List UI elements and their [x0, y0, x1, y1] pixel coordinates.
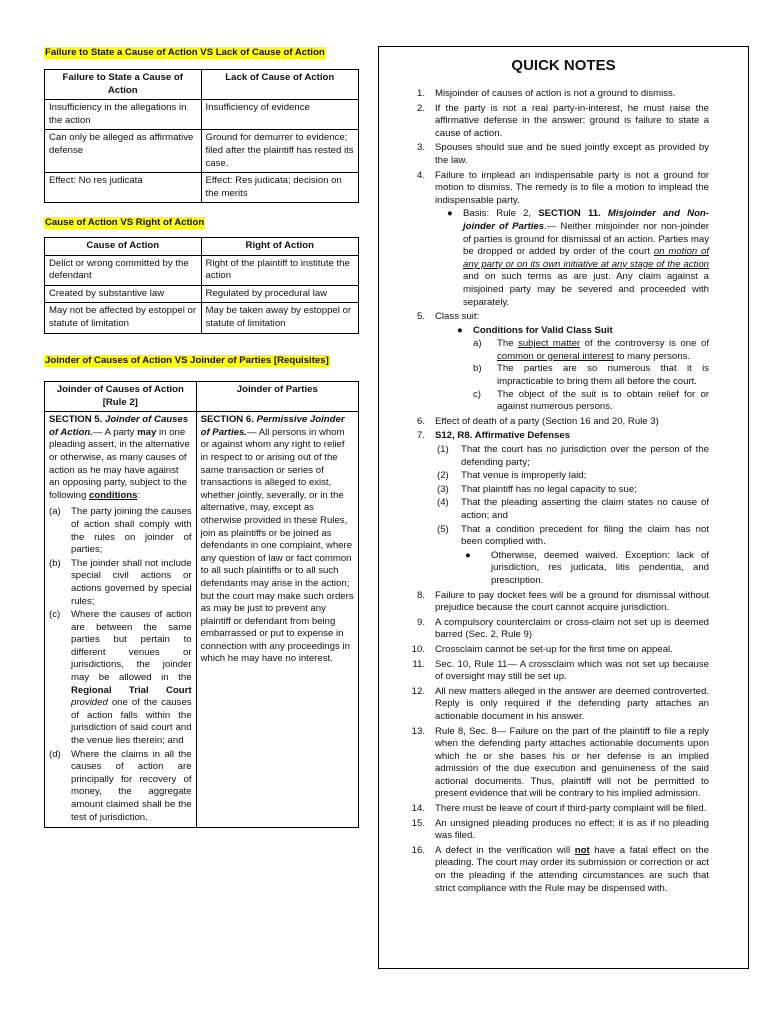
class-suit-conditions	[473, 338, 709, 414]
quick-notes-title: QUICK NOTES	[511, 57, 616, 74]
list-item: (a) The party joining the causes of action shall comply with the rules on joinder of parties;	[49, 506, 192, 556]
list-item: 5. Class suit: ● Conditions for Valid Class Suit a) The subject matter of the controversy is one of common or general interest to many persons. b) The parties are so numerous that it is impracticable to bring them all before the court. c) The object of the suit is to obtain relief for or against numerous persons.	[416, 311, 709, 413]
list-item: a) The subject matter of the controversy is one of common or general interest to many persons.	[473, 338, 709, 362]
table-cell: Effect: No res judicata	[45, 173, 202, 203]
table-cell: May not be affected by estoppel or statute of limitation	[45, 303, 202, 333]
conditions-list	[49, 506, 192, 824]
table-cell: Effect: Res judicata; decision on the merits	[201, 173, 359, 203]
list-item: 15. An unsigned pleading produces no effect; it is as if no pleading was filed.	[411, 817, 709, 842]
table-header-row	[45, 70, 359, 100]
quick-notes-list	[379, 88, 709, 897]
waiver-bullet-list	[465, 550, 709, 588]
table-cell: Insufficiency of evidence	[201, 100, 359, 130]
list-item: 2. If the party is not a real party-in-interest, he must raise the affirmative defense in the answer: ground is failure to state a cause of action.	[416, 102, 709, 139]
basis-bullet-list	[447, 208, 709, 309]
list-item: (2) That venue is improperly laid;	[437, 470, 587, 482]
table-row	[45, 285, 359, 303]
list-item: 13. Rule 8, Sec. 8— Failure on the part of the plaintiff to file a reply when the defending party attaches actionable documents upon which he or she bases his or her defense is an implied admission of the due execution and genuineness of the said actional documents. Thus, plaintiff will not be permitted to present evidence that will be contrary to his implied admission.	[411, 725, 709, 800]
list-item: ● Otherwise, deemed waived. Exception: lack of jurisdiction, res judicata, litis pendentia, and prescription.	[465, 549, 709, 586]
joinder-causes-cell	[45, 412, 197, 828]
list-item: 12. All new matters alleged in the answer are deemed controverted. Reply is only required if the defending party attaches an actionable document in his answer.	[411, 685, 709, 722]
table-row	[45, 303, 359, 333]
table-row	[45, 130, 359, 173]
table-header-row	[45, 382, 359, 412]
table-row	[45, 412, 359, 828]
list-item: (5) That a condition precedent for filing the claim has not been complied with. ● Otherwise, deemed waived. Exception: lack of jurisdiction, res judicata, litis pendentia, and prescription.	[437, 523, 709, 586]
section-5-text: SECTION 5. Joinder of Causes of Action.— A party may in one pleading assert, in the alternative or otherwise, as many causes of action as he may have against an opposing party, subject to the following conditions:	[49, 414, 190, 501]
table-failure-vs-lack	[44, 69, 359, 203]
quick-notes-panel	[378, 46, 749, 969]
table-row	[45, 100, 359, 130]
header-cell: Joinder of Parties	[196, 382, 358, 412]
joinder-parties-cell: SECTION 6. Permissive Joinder of Parties.— All persons in whom or against whom any right to relief in respect to or arising out of the same transaction or series of transactions is alleged to exist, whether jointly, severally, or in the alternative, may, except as otherwise provided in these Rules, join as plaintiffs or be joined as defendants in one complaint, where any question of law or fact common to all such plaintiffs or to all such defendants may arise in the action; but the court may make such orders as may be just to prevent any plaintiff or defendant from being embarrassed or put to expense in connection with any proceedings in which he may have no interest.	[196, 412, 358, 828]
table-cell: May be taken away by estoppel or statute of limitation	[201, 303, 359, 333]
affirmative-defenses-list	[435, 444, 709, 588]
list-item: (d) Where the claims in all the causes of action are principally for recovery of money, the aggregate amount claimed shall be the test of jurisdiction.	[49, 748, 192, 823]
list-item: (c) Where the causes of action are between the same parties but pertain to different venues or jurisdictions, the joinder may be allowed in the Regional Trial Court provided one of the causes of action falls within the jurisdiction of said court and the venue lies therein; and	[49, 609, 192, 747]
heading-failure-vs-lack: Failure to State a Cause of Action VS Lack of Cause of Action	[45, 47, 325, 58]
table-header-row	[45, 238, 359, 256]
table-cell: Delict or wrong committed by the defendant	[45, 255, 202, 285]
list-item: ● Conditions for Valid Class Suit a) The subject matter of the controversy is one of common or general interest to many persons. b) The parties are so numerous that it is impracticable to bring them all before the court. c) The object of the suit is to obtain relief for or against numerous persons.	[457, 324, 709, 413]
list-item: ● Basis: Rule 2, SECTION 11. Misjoinder and Non-joinder of Parties.— Neither misjoinder nor non-joinder of parties is ground for dismissal of an action. Parties may be dropped or added by order of the court on motion of any party or on its own initiative at any stage of the action and on such terms as are just. Any claim against a misjoined party may be severed and proceeded with separately.	[447, 208, 710, 308]
table-cell: Insufficiency in the allegations in the action	[45, 100, 202, 130]
list-item: (3) That plaintiff has no legal capacity to sue;	[437, 483, 637, 495]
list-item: 10. Crossclaim cannot be set-up for the first time on appeal.	[411, 643, 673, 655]
list-item: 14. There must be leave of court if third-party complaint will be filed.	[411, 803, 707, 815]
list-item: c) The object of the suit is to obtain relief for or against numerous persons.	[473, 388, 709, 413]
list-item: 16. A defect in the verification will not have a fatal effect on the pleading. The court may order its submission or correction or act on the pleading if the attending circumstances are such that strict compliance with the Rule may be dispensed with.	[411, 844, 709, 894]
header-cell: Failure to State a Cause of Action	[45, 70, 202, 100]
table-cell: Right of the plaintiff to institute the action	[201, 255, 359, 285]
table-cell: Ground for demurrer to evidence; filed after the plaintiff has rested its case.	[201, 130, 359, 173]
header-cell: Lack of Cause of Action	[201, 70, 359, 100]
header-cell: Cause of Action	[45, 238, 202, 256]
list-item: 4. Failure to implead an indispensable party is not a ground for motion to dismiss. The remedy is to file a motion to implead the indispensable party. ● Basis: Rule 2, SECTION 11. Misjoinder and Non-joinder of Parties.— Neither misjoinder nor non-joinder of parties is ground for dismissal of an action. Parties may be dropped or added by order of the court on motion of any party or on its own initiative at any stage of the action and on such terms as are just. Any claim against a misjoined party may be severed and proceeded with separately.	[416, 169, 710, 308]
header-cell: Right of Action	[201, 238, 359, 256]
list-item: 9. A compulsory counterclaim or cross-claim not set up is deemed barred (Sec. 2, Rule 9)	[416, 616, 709, 641]
list-item: (1) That the court has no jurisdiction over the person of the defending party;	[437, 444, 709, 468]
heading-cause-vs-right: Cause of Action VS Right of Action	[45, 217, 205, 228]
table-joinder	[44, 381, 359, 828]
header-cell: Joinder of Causes of Action [Rule 2]	[45, 382, 197, 412]
table-row	[45, 173, 359, 203]
list-item: 11. Sec. 10, Rule 11— A crossclaim which was not set up because of oversight may still be set up.	[412, 658, 709, 683]
table-cell: Regulated by procedural law	[201, 285, 359, 303]
list-item: 6. Effect of death of a party (Section 16 and 20, Rule 3)	[416, 415, 659, 427]
list-item: 3. Spouses should sue and be sued jointly except as provided by the law.	[416, 142, 709, 166]
list-item: 8. Failure to pay docket fees will be a ground for dismissal without prejudice because the court cannot acquire jurisdiction.	[416, 589, 709, 614]
heading-joinder: Joinder of Causes of Action VS Joinder of Parties [Requisites]	[45, 355, 329, 366]
list-item: 1. Misjoinder of causes of action is not a ground to dismiss.	[416, 88, 676, 99]
list-item: b) The parties are so numerous that it is impracticable to bring them all before the court.	[473, 363, 709, 388]
table-row	[45, 255, 359, 285]
table-cell: Created by substantive law	[45, 285, 202, 303]
table-cause-vs-right	[44, 237, 359, 334]
list-item: 7. S12, R8. Affirmative Defenses (1) That the court has no jurisdiction over the person of the defending party; (2) That venue is improperly laid; (3) That plaintiff has no legal capacity to sue; (4) That the pleading asserting the claim states no cause of action; and (5) That a condition precedent for filing the claim has not been complied with. ● Otherwise, deemed waived. Exception: lack of jurisdiction, res judicata, litis pendentia, and prescription.	[416, 430, 709, 586]
table-cell: Can only be alleged as affirmative defense	[45, 130, 202, 173]
list-item: (4) That the pleading asserting the claim states no cause of action; and	[437, 497, 709, 521]
class-suit-bullet-list	[457, 325, 709, 414]
list-item: (b) The joinder shall not include special civil actions or actions governed by special rules;	[49, 557, 192, 607]
